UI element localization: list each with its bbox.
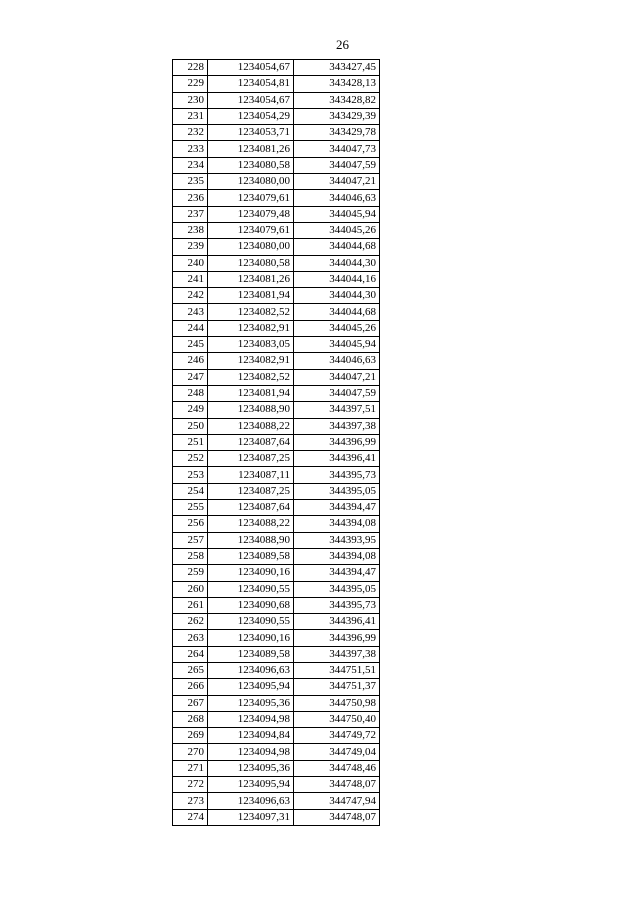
point-number-cell: 241 [173, 271, 208, 287]
x-coordinate-cell: 1234089,58 [208, 646, 294, 662]
x-coordinate-cell: 1234087,25 [208, 483, 294, 499]
table-row [173, 777, 380, 793]
point-number-cell: 235 [173, 174, 208, 190]
table-row [173, 174, 380, 190]
x-coordinate-cell: 1234096,63 [208, 662, 294, 678]
table-row [173, 614, 380, 630]
point-number-cell: 240 [173, 255, 208, 271]
x-coordinate-cell: 1234083,05 [208, 337, 294, 353]
x-coordinate-cell: 1234054,29 [208, 108, 294, 124]
point-number-cell: 263 [173, 630, 208, 646]
point-number-cell: 228 [173, 60, 208, 76]
point-number-cell: 238 [173, 222, 208, 238]
table-row [173, 451, 380, 467]
y-coordinate-cell: 344750,98 [294, 695, 380, 711]
x-coordinate-cell: 1234080,58 [208, 157, 294, 173]
x-coordinate-cell: 1234090,55 [208, 581, 294, 597]
table-row [173, 581, 380, 597]
y-coordinate-cell: 344045,26 [294, 320, 380, 336]
table-row [173, 255, 380, 271]
point-number-cell: 259 [173, 565, 208, 581]
x-coordinate-cell: 1234087,25 [208, 451, 294, 467]
x-coordinate-cell: 1234095,36 [208, 695, 294, 711]
x-coordinate-cell: 1234082,52 [208, 304, 294, 320]
y-coordinate-cell: 344046,63 [294, 190, 380, 206]
table-row [173, 92, 380, 108]
table-row [173, 60, 380, 76]
point-number-cell: 269 [173, 728, 208, 744]
y-coordinate-cell: 344395,73 [294, 597, 380, 613]
table-row [173, 271, 380, 287]
point-number-cell: 255 [173, 500, 208, 516]
point-number-cell: 239 [173, 239, 208, 255]
point-number-cell: 272 [173, 777, 208, 793]
y-coordinate-cell: 344396,41 [294, 614, 380, 630]
point-number-cell: 236 [173, 190, 208, 206]
y-coordinate-cell: 344044,30 [294, 288, 380, 304]
point-number-cell: 245 [173, 337, 208, 353]
y-coordinate-cell: 344045,26 [294, 222, 380, 238]
y-coordinate-cell: 344047,21 [294, 369, 380, 385]
y-coordinate-cell: 344393,95 [294, 532, 380, 548]
x-coordinate-cell: 1234088,22 [208, 516, 294, 532]
point-number-cell: 251 [173, 434, 208, 450]
point-number-cell: 274 [173, 809, 208, 825]
table-row [173, 565, 380, 581]
point-number-cell: 250 [173, 418, 208, 434]
table-row [173, 108, 380, 124]
x-coordinate-cell: 1234090,16 [208, 565, 294, 581]
table-row [173, 206, 380, 222]
y-coordinate-cell: 344396,99 [294, 434, 380, 450]
x-coordinate-cell: 1234054,67 [208, 92, 294, 108]
table-row [173, 434, 380, 450]
table-row [173, 141, 380, 157]
table-row [173, 695, 380, 711]
y-coordinate-cell: 344748,07 [294, 809, 380, 825]
y-coordinate-cell: 344044,68 [294, 239, 380, 255]
table-row [173, 728, 380, 744]
table-row [173, 646, 380, 662]
y-coordinate-cell: 344045,94 [294, 337, 380, 353]
x-coordinate-cell: 1234090,55 [208, 614, 294, 630]
x-coordinate-cell: 1234088,22 [208, 418, 294, 434]
x-coordinate-cell: 1234080,58 [208, 255, 294, 271]
y-coordinate-cell: 344750,40 [294, 711, 380, 727]
y-coordinate-cell: 344394,47 [294, 500, 380, 516]
point-number-cell: 267 [173, 695, 208, 711]
y-coordinate-cell: 344047,59 [294, 157, 380, 173]
x-coordinate-cell: 1234081,26 [208, 141, 294, 157]
page-number: 26 [336, 37, 349, 52]
table-row [173, 288, 380, 304]
y-coordinate-cell: 343428,13 [294, 76, 380, 92]
point-number-cell: 264 [173, 646, 208, 662]
point-number-cell: 266 [173, 679, 208, 695]
point-number-cell: 242 [173, 288, 208, 304]
y-coordinate-cell: 344047,59 [294, 385, 380, 401]
x-coordinate-cell: 1234082,91 [208, 353, 294, 369]
x-coordinate-cell: 1234097,31 [208, 809, 294, 825]
point-number-cell: 271 [173, 760, 208, 776]
table-row [173, 760, 380, 776]
x-coordinate-cell: 1234087,64 [208, 500, 294, 516]
point-number-cell: 273 [173, 793, 208, 809]
table-row [173, 679, 380, 695]
x-coordinate-cell: 1234081,26 [208, 271, 294, 287]
point-number-cell: 256 [173, 516, 208, 532]
table-row [173, 190, 380, 206]
y-coordinate-cell: 344748,07 [294, 777, 380, 793]
y-coordinate-cell: 344747,94 [294, 793, 380, 809]
y-coordinate-cell: 344047,73 [294, 141, 380, 157]
x-coordinate-cell: 1234087,64 [208, 434, 294, 450]
y-coordinate-cell: 344047,21 [294, 174, 380, 190]
x-coordinate-cell: 1234082,91 [208, 320, 294, 336]
x-coordinate-cell: 1234053,71 [208, 125, 294, 141]
y-coordinate-cell: 344046,63 [294, 353, 380, 369]
point-number-cell: 247 [173, 369, 208, 385]
x-coordinate-cell: 1234088,90 [208, 532, 294, 548]
y-coordinate-cell: 343429,78 [294, 125, 380, 141]
x-coordinate-cell: 1234094,84 [208, 728, 294, 744]
coordinates-table [172, 59, 380, 826]
x-coordinate-cell: 1234088,90 [208, 402, 294, 418]
x-coordinate-cell: 1234079,61 [208, 222, 294, 238]
coordinates-table-body [173, 60, 380, 826]
x-coordinate-cell: 1234090,16 [208, 630, 294, 646]
y-coordinate-cell: 344397,51 [294, 402, 380, 418]
y-coordinate-cell: 344748,46 [294, 760, 380, 776]
x-coordinate-cell: 1234095,94 [208, 777, 294, 793]
point-number-cell: 265 [173, 662, 208, 678]
table-row [173, 369, 380, 385]
y-coordinate-cell: 344044,68 [294, 304, 380, 320]
point-number-cell: 262 [173, 614, 208, 630]
table-row [173, 125, 380, 141]
table-row [173, 744, 380, 760]
y-coordinate-cell: 344395,73 [294, 467, 380, 483]
point-number-cell: 237 [173, 206, 208, 222]
x-coordinate-cell: 1234079,61 [208, 190, 294, 206]
table-row [173, 662, 380, 678]
table-row [173, 337, 380, 353]
table-row [173, 711, 380, 727]
point-number-cell: 244 [173, 320, 208, 336]
table-row [173, 793, 380, 809]
y-coordinate-cell: 344394,08 [294, 516, 380, 532]
y-coordinate-cell: 343427,45 [294, 60, 380, 76]
y-coordinate-cell: 344749,72 [294, 728, 380, 744]
x-coordinate-cell: 1234080,00 [208, 174, 294, 190]
point-number-cell: 231 [173, 108, 208, 124]
x-coordinate-cell: 1234079,48 [208, 206, 294, 222]
y-coordinate-cell: 344751,51 [294, 662, 380, 678]
point-number-cell: 258 [173, 548, 208, 564]
point-number-cell: 260 [173, 581, 208, 597]
table-row [173, 320, 380, 336]
x-coordinate-cell: 1234081,94 [208, 288, 294, 304]
y-coordinate-cell: 344044,30 [294, 255, 380, 271]
x-coordinate-cell: 1234090,68 [208, 597, 294, 613]
point-number-cell: 270 [173, 744, 208, 760]
point-number-cell: 253 [173, 467, 208, 483]
table-row [173, 809, 380, 825]
y-coordinate-cell: 344397,38 [294, 646, 380, 662]
point-number-cell: 249 [173, 402, 208, 418]
table-row [173, 630, 380, 646]
x-coordinate-cell: 1234094,98 [208, 744, 294, 760]
table-row [173, 597, 380, 613]
table-row [173, 157, 380, 173]
x-coordinate-cell: 1234094,98 [208, 711, 294, 727]
y-coordinate-cell: 344045,94 [294, 206, 380, 222]
table-row [173, 402, 380, 418]
table-row [173, 385, 380, 401]
point-number-cell: 254 [173, 483, 208, 499]
table-row [173, 239, 380, 255]
point-number-cell: 252 [173, 451, 208, 467]
table-row [173, 418, 380, 434]
x-coordinate-cell: 1234095,94 [208, 679, 294, 695]
y-coordinate-cell: 344396,99 [294, 630, 380, 646]
table-row [173, 222, 380, 238]
table-row [173, 500, 380, 516]
x-coordinate-cell: 1234080,00 [208, 239, 294, 255]
y-coordinate-cell: 344397,38 [294, 418, 380, 434]
point-number-cell: 268 [173, 711, 208, 727]
point-number-cell: 229 [173, 76, 208, 92]
x-coordinate-cell: 1234087,11 [208, 467, 294, 483]
point-number-cell: 232 [173, 125, 208, 141]
table-row [173, 353, 380, 369]
y-coordinate-cell: 344396,41 [294, 451, 380, 467]
point-number-cell: 248 [173, 385, 208, 401]
y-coordinate-cell: 343428,82 [294, 92, 380, 108]
y-coordinate-cell: 344394,08 [294, 548, 380, 564]
table-row [173, 516, 380, 532]
table-row [173, 483, 380, 499]
point-number-cell: 233 [173, 141, 208, 157]
table-row [173, 304, 380, 320]
point-number-cell: 234 [173, 157, 208, 173]
x-coordinate-cell: 1234054,67 [208, 60, 294, 76]
x-coordinate-cell: 1234081,94 [208, 385, 294, 401]
x-coordinate-cell: 1234054,81 [208, 76, 294, 92]
y-coordinate-cell: 344044,16 [294, 271, 380, 287]
y-coordinate-cell: 344395,05 [294, 483, 380, 499]
x-coordinate-cell: 1234082,52 [208, 369, 294, 385]
table-row [173, 467, 380, 483]
y-coordinate-cell: 343429,39 [294, 108, 380, 124]
x-coordinate-cell: 1234095,36 [208, 760, 294, 776]
table-row [173, 532, 380, 548]
table-row [173, 76, 380, 92]
point-number-cell: 261 [173, 597, 208, 613]
point-number-cell: 257 [173, 532, 208, 548]
point-number-cell: 246 [173, 353, 208, 369]
x-coordinate-cell: 1234096,63 [208, 793, 294, 809]
y-coordinate-cell: 344395,05 [294, 581, 380, 597]
x-coordinate-cell: 1234089,58 [208, 548, 294, 564]
y-coordinate-cell: 344749,04 [294, 744, 380, 760]
point-number-cell: 230 [173, 92, 208, 108]
y-coordinate-cell: 344394,47 [294, 565, 380, 581]
point-number-cell: 243 [173, 304, 208, 320]
table-row [173, 548, 380, 564]
y-coordinate-cell: 344751,37 [294, 679, 380, 695]
